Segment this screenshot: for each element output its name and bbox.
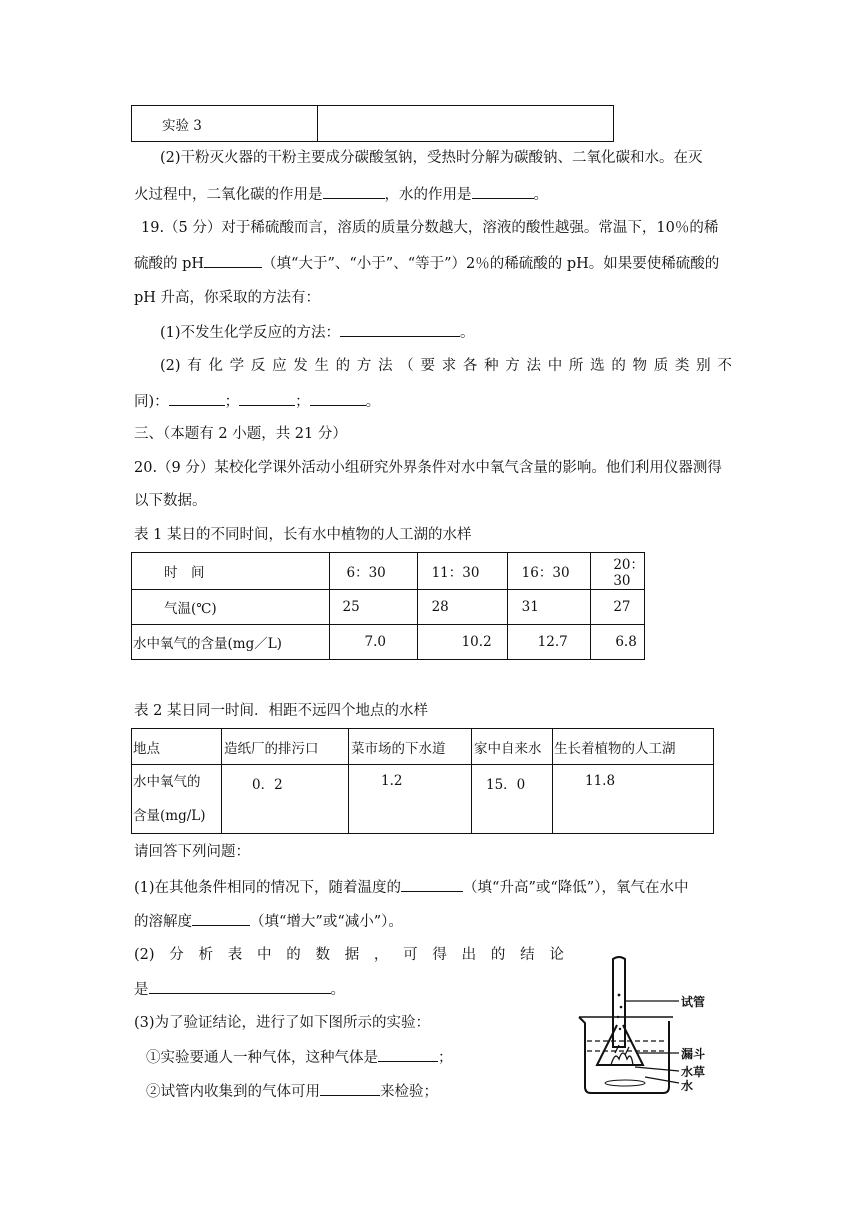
answer-blank[interactable] xyxy=(401,877,463,892)
answer-blank[interactable] xyxy=(192,911,250,926)
q20-2-line2 xyxy=(134,979,345,1000)
table1-cell: 10.2 xyxy=(417,625,507,660)
experiment-table-fragment xyxy=(131,105,614,142)
table2-header-cell: 地点 xyxy=(132,729,222,765)
leader-water xyxy=(645,1077,679,1083)
char: 生 xyxy=(314,358,329,374)
table2-cell: 0．2 xyxy=(222,765,349,834)
table1-cell: 6.8 xyxy=(591,625,645,660)
table1-header-cell: 时 间 xyxy=(132,553,330,590)
char: 种 xyxy=(484,358,499,374)
char: 的 xyxy=(335,358,351,374)
answer-blank[interactable] xyxy=(340,322,460,337)
q20-3-2 xyxy=(146,1081,438,1102)
table2-header-cell: 菜市场的下水道 xyxy=(349,729,472,765)
q20-line2: 以下数据。 xyxy=(134,493,207,509)
q19-line1: 19.（5 分）对于稀硫酸而言，溶质的质量分数越大，溶液的酸性越强。常温下，10％的稀 xyxy=(141,220,719,236)
text: 硫酸的 pH xyxy=(134,256,205,272)
row-label-line2: 含量(mg/L) xyxy=(133,808,206,824)
char: 不 xyxy=(717,358,732,374)
q19-sub1 xyxy=(160,322,475,343)
char: 出 xyxy=(461,947,477,963)
answer-blank[interactable] xyxy=(323,184,385,199)
text: ； xyxy=(438,1050,453,1066)
table1-cell: 水中氧气的含量(mg／L) xyxy=(132,625,330,660)
table2-header-cell: 生长着植物的人工湖 xyxy=(553,729,714,765)
q20-1-line2 xyxy=(134,911,403,932)
char: 法 xyxy=(378,358,393,374)
table2-caption: 表 2 某日同一时间．相距不远四个地点的水样 xyxy=(134,703,428,719)
char: 分 xyxy=(169,947,184,963)
funnel xyxy=(597,1025,643,1065)
char: 类 xyxy=(674,358,690,374)
table1-cell: 28 xyxy=(417,590,507,625)
answer-blank[interactable] xyxy=(320,1081,380,1096)
char: 的 xyxy=(611,358,626,374)
char: 数 xyxy=(315,947,330,963)
table-cell-label: 实验 3 xyxy=(132,106,318,142)
table1-cell: 25 xyxy=(330,590,417,625)
answer-blank[interactable] xyxy=(310,391,366,406)
q20-2-line1 xyxy=(134,945,564,965)
q19-sub2-line1 xyxy=(160,356,732,376)
q19-sub2-line2 xyxy=(134,391,380,412)
table1-caption: 表 1 某日的不同时间，长有水中植物的人工湖的水样 xyxy=(134,527,472,543)
label-water: 水 xyxy=(681,1079,694,1093)
table1-cell: 12.7 xyxy=(507,625,591,660)
char: 方 xyxy=(505,358,520,374)
table1-header-cell: 16：30 xyxy=(507,553,591,590)
table2-header-cell: 造纸厂的排污口 xyxy=(222,729,349,765)
char: 别 xyxy=(696,358,711,374)
table-cell-empty xyxy=(318,106,614,142)
q18-2-line1: (2)干粉灭火器的干粉主要成分碳酸氢钠，受热时分解为碳酸钠、二氧化碳和水。在灭 xyxy=(160,150,703,166)
text: 。 xyxy=(330,982,345,998)
text: （填“升高”或“降低”），氧气在水中 xyxy=(463,880,689,896)
table1-header-cell: 11：30 xyxy=(417,553,507,590)
table2-cell: 15．0 xyxy=(472,765,553,834)
char: (2) xyxy=(134,947,155,963)
char: 反 xyxy=(250,358,266,374)
char: 质 xyxy=(653,358,669,374)
table1-cell: 31 xyxy=(507,590,591,625)
char: 表 xyxy=(227,947,243,963)
q19-line3: pH 升高，你采取的方法有： xyxy=(134,290,321,306)
q20-line1: 20.（9 分）某校化学课外活动小组研究外界条件对水中氧气含量的影响。他们利用仪器测得 xyxy=(134,460,722,476)
q19-line2 xyxy=(134,253,719,274)
table1 xyxy=(131,552,645,660)
answer-blank[interactable] xyxy=(378,1047,438,1062)
label-tube: 试管 xyxy=(681,995,706,1009)
char: 结 xyxy=(520,947,535,963)
text: ，水的作用是 xyxy=(384,187,472,203)
char: 求 xyxy=(441,358,457,374)
table-row xyxy=(132,590,645,625)
char: (2) xyxy=(160,358,181,374)
answer-blank[interactable] xyxy=(169,391,225,406)
table1-header-cell: 20：30 xyxy=(591,553,645,590)
q20-1-line1 xyxy=(134,877,688,898)
leader-weed xyxy=(635,1067,679,1071)
q18-2-line2 xyxy=(134,184,548,205)
char: 发 xyxy=(293,358,308,374)
char: 选 xyxy=(590,358,605,374)
text: (1)在其他条件相同的情况下，随着温度的 xyxy=(134,880,402,896)
char: 所 xyxy=(568,358,584,374)
answer-blank[interactable] xyxy=(204,253,262,268)
answer-blank[interactable] xyxy=(149,979,331,994)
char: 有 xyxy=(187,358,202,374)
char: 的 xyxy=(286,947,301,963)
q20-3-1 xyxy=(146,1047,453,1068)
char: 法 xyxy=(526,358,541,374)
table2-cell: 1.2 xyxy=(349,765,472,834)
table2 xyxy=(131,728,714,834)
bottom-ripple xyxy=(605,1080,645,1086)
label-weed: 水草 xyxy=(681,1065,706,1079)
table1-cell: 气温(℃) xyxy=(132,590,330,625)
text: 来检验； xyxy=(380,1084,438,1100)
text: （填“大于”、“小于”、“等于”）2％的稀硫酸的 pH。如果要使稀硫酸的 xyxy=(262,256,720,272)
char: 的 xyxy=(490,947,506,963)
text: 。 xyxy=(533,187,548,203)
char: 应 xyxy=(272,358,287,374)
experiment-apparatus-figure xyxy=(575,955,715,1097)
char: ， xyxy=(373,947,389,963)
char: 据 xyxy=(344,947,360,963)
q20-prompt: 请回答下列问题： xyxy=(134,844,250,860)
text: ； xyxy=(295,394,310,410)
text: 是 xyxy=(134,982,149,998)
table1-cell: 27 xyxy=(591,590,645,625)
text: 。 xyxy=(460,325,475,341)
answer-blank[interactable] xyxy=(472,184,534,199)
char: 析 xyxy=(198,947,214,963)
table1-header-row xyxy=(132,553,645,590)
text: 的溶解度 xyxy=(134,914,192,930)
text: 火过程中，二氧化碳的作用是 xyxy=(134,187,323,203)
table1-header-cell: 6：30 xyxy=(330,553,417,590)
q20-3: (3)为了验证结论，进行了如下图所示的实验： xyxy=(134,1015,431,1031)
char: 化 xyxy=(208,358,223,374)
text: ； xyxy=(224,394,240,410)
char: （ xyxy=(399,358,414,374)
text: 同)： xyxy=(134,394,169,410)
table2-row-label xyxy=(132,765,222,834)
text: ①实验要通人一种气体，这种气体是 xyxy=(146,1050,378,1066)
table2-header-row xyxy=(132,729,714,765)
char: 各 xyxy=(462,358,478,374)
bubbles xyxy=(617,994,623,1031)
char: 中 xyxy=(547,358,563,374)
char: 论 xyxy=(549,947,564,963)
text: （填“增大”或“减小”）。 xyxy=(250,914,403,930)
char: 得 xyxy=(432,947,447,963)
test-tube xyxy=(613,957,625,1047)
label-funnel: 漏斗 xyxy=(681,1047,706,1061)
table1-cell: 7.0 xyxy=(330,625,417,660)
table-row xyxy=(132,765,714,834)
row-label-line1: 水中氧气的 xyxy=(133,774,201,790)
text: ②试管内收集到的气体可用 xyxy=(146,1084,320,1100)
text: (1)不发生化学反应的方法： xyxy=(160,325,341,341)
answer-blank[interactable] xyxy=(239,391,295,406)
char: 中 xyxy=(256,947,272,963)
text: 。 xyxy=(365,394,381,410)
table-row xyxy=(132,625,645,660)
table2-cell: 11.8 xyxy=(553,765,714,834)
char: 物 xyxy=(632,358,648,374)
section-3-heading: 三、（本题有 2 小题，共 21 分） xyxy=(134,426,347,442)
char: 可 xyxy=(403,947,418,963)
table2-header-cell: 家中自来水 xyxy=(472,729,553,765)
char: 要 xyxy=(420,358,435,374)
char: 方 xyxy=(356,358,372,374)
char: 学 xyxy=(229,358,245,374)
